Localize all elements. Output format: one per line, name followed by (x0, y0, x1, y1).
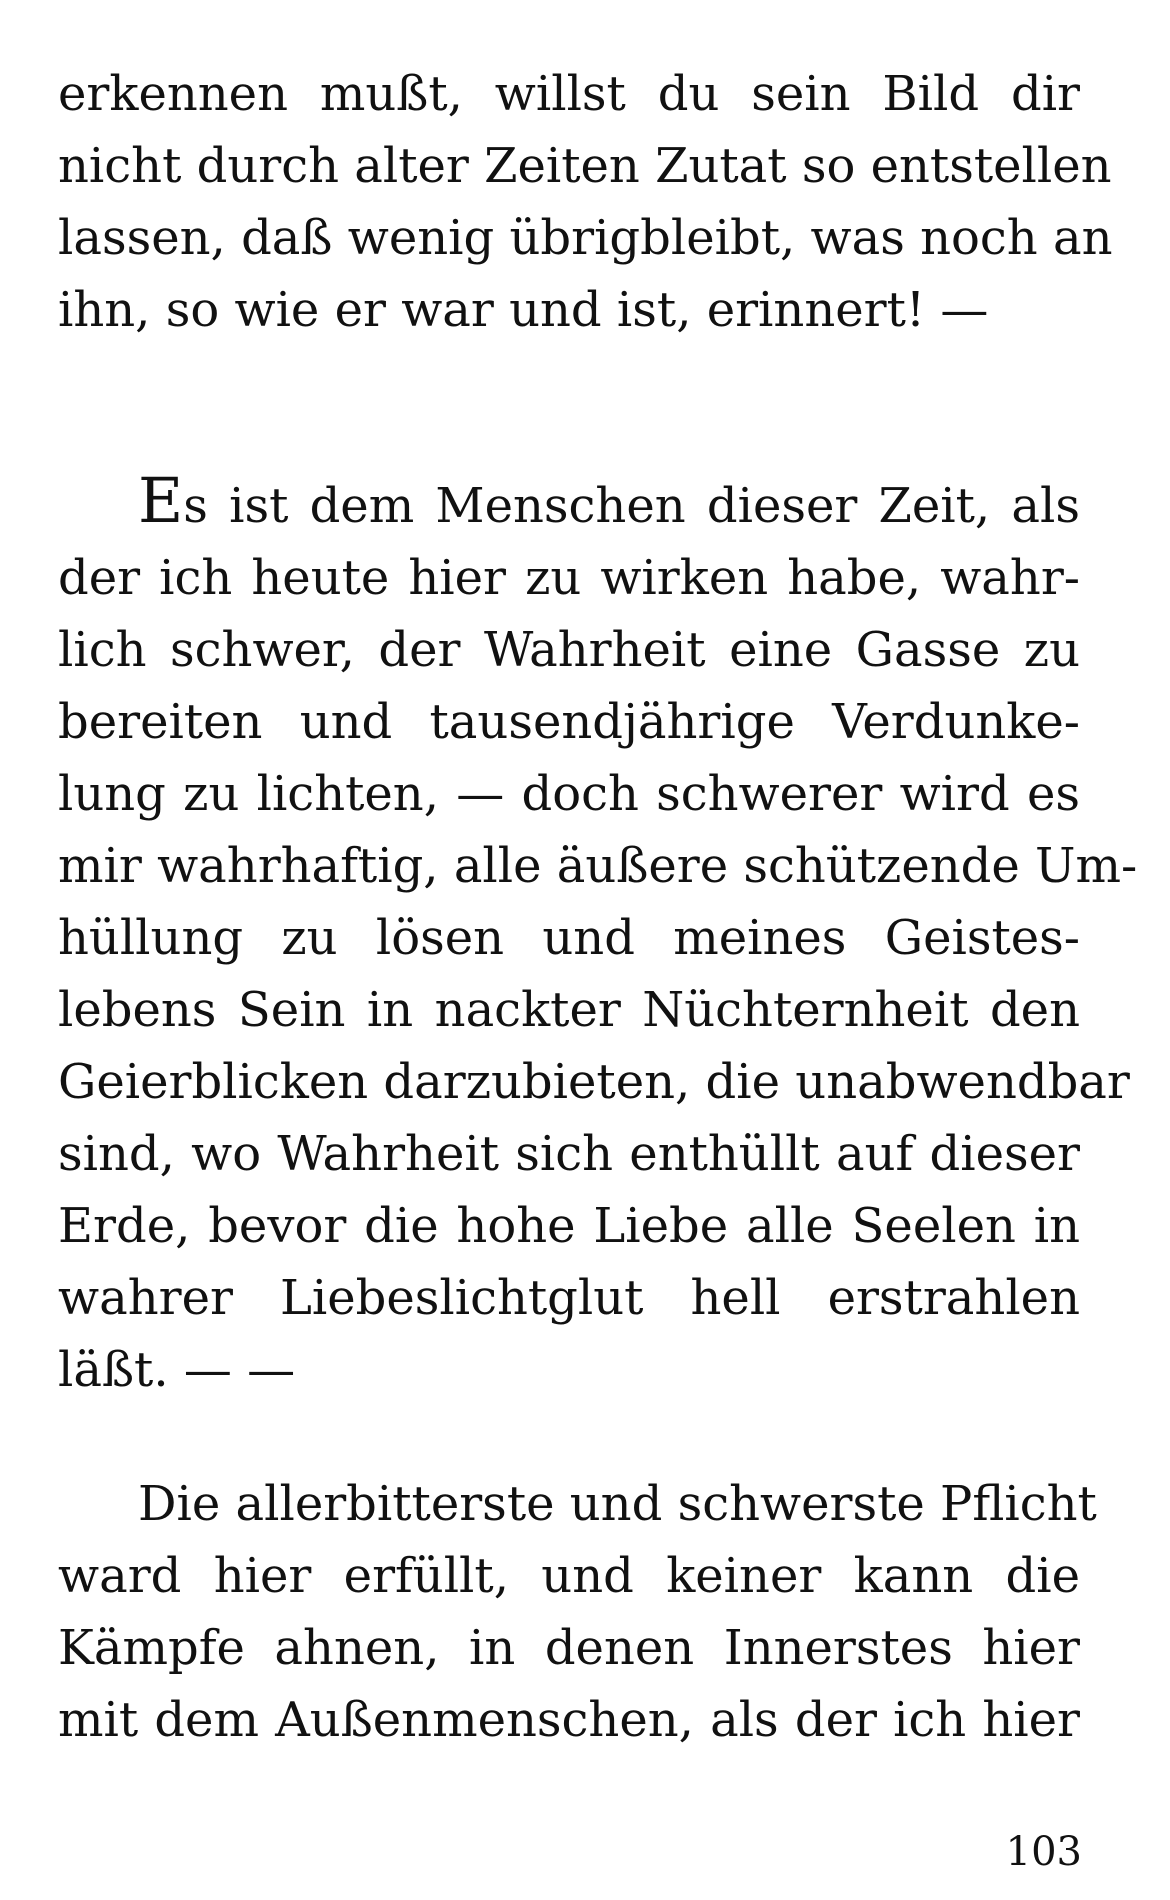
text-line: mir wahrhaftig, alle äußere schützende Um- (58, 838, 1138, 894)
text-line: nicht durch alter Zeiten Zutat so entstellen (58, 138, 1112, 194)
text-line: mit dem Außenmenschen, als der ich hier (58, 1692, 1080, 1748)
text-line: lassen, daß wenig übrigbleibt, was noch an (58, 210, 1113, 266)
text-line: der ich heute hier zu wirken habe, wahr- (58, 550, 1080, 606)
text-line: erkennen mußt, willst du sein Bild dir (58, 66, 1080, 122)
paragraph-3 (58, 1468, 1097, 1756)
text-line: ward hier erfüllt, und keiner kann die (58, 1548, 1080, 1604)
text-line: hüllung zu lösen und meines Geistes- (58, 910, 1080, 966)
text-line-first (58, 464, 1080, 542)
paragraph-1 (58, 58, 1113, 346)
text-line: Erde, bevor die hohe Liebe alle Seelen in (58, 1198, 1080, 1254)
text-line: läßt. — — (58, 1342, 296, 1398)
text-line: wahrer Liebeslichtglut hell erstrahlen (58, 1270, 1080, 1326)
text-line: ihn, so wie er war und ist, erinnert! — (58, 282, 989, 338)
text-line: lung zu lichten, — doch schwerer wird es (58, 766, 1080, 822)
text-line: Kämpfe ahnen, in denen Innerstes hier (58, 1620, 1080, 1676)
page-number: 103 (1005, 1829, 1082, 1875)
text-line-rest: s ist dem Menschen dieser Zeit, als (183, 478, 1080, 534)
text-line: bereiten und tausendjährige Verdunke- (58, 694, 1080, 750)
text-line: sind, wo Wahrheit sich enthüllt auf dieser (58, 1126, 1080, 1182)
initial-letter: E (138, 464, 184, 537)
text-line: lebens Sein in nackter Nüchternheit den (58, 982, 1080, 1038)
text-line: lich schwer, der Wahrheit eine Gasse zu (58, 622, 1080, 678)
text-line: Die allerbitterste und schwerste Pflicht (138, 1476, 1097, 1532)
paragraph-2 (58, 464, 1138, 1406)
text-line: Geierblicken darzubieten, die unabwendbar (58, 1054, 1130, 1110)
